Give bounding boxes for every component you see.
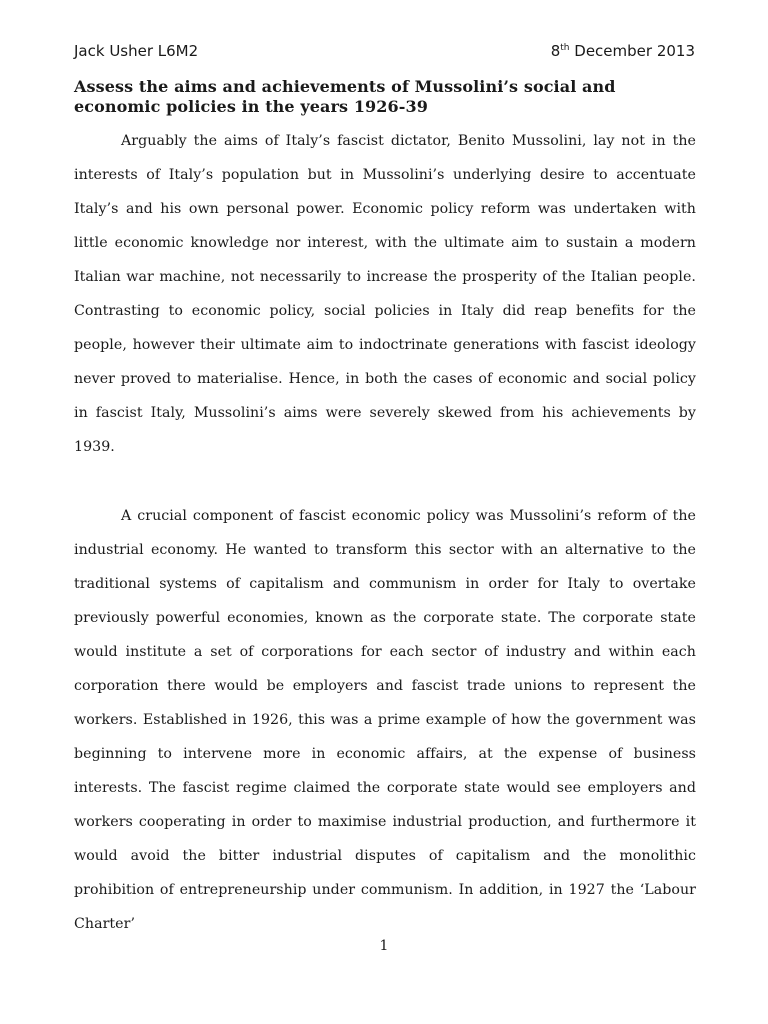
paragraph-introduction: Arguably the aims of Italy’s fascist dictator, Benito Mussolini, lay not in the interests of Italy’s population but in Mussolini’s underlying desire to accentuate Italy’s and his own personal power. Economic policy reform was undertaken with little economic knowledge nor interest, with the ultimate aim to sustain a modern Italian war machine, not necessarily to increase the prosperity of the Italian people. Contrasting to economic policy, social policies in Italy did reap benefits for the people, however their ultimate aim to indoctrinate generations with fascist ideology never proved to materialise. Hence, in both the cases of economic and social policy in fascist Italy, Mussolini’s aims were severely skewed from his achievements by 1939.: [74, 133, 696, 455]
page-header: [74, 40, 695, 62]
date-suffix: th: [560, 43, 570, 53]
essay-title: Assess the aims and achievements of Mussolini’s social and economic policies in the years 1926-39: [74, 77, 616, 116]
date-month-year: December 2013: [569, 42, 695, 60]
paragraph-corporate-state: A crucial component of fascist economic policy was Mussolini’s reform of the industrial economy. He wanted to transform this sector with an alternative to the traditional systems of capitalism and communism in order for Italy to overtake previously powerful economies, known as the corporate state. The corporate state would institute a set of corporations for each sector of industry and within each corporation there would be employers and fascist trade unions to represent the workers. Established in 1926, this was a prime example of how the government was beginning to intervene more in economic affairs, at the expense of business interests. The fascist regime claimed the corporate state would see employers and workers cooperating in order to maximise industrial production, and furthermore it would avoid the bitter industrial disputes of capitalism and the monolithic prohibition of entrepreneurship under communism. In addition, in 1927 the ‘Labour Charter’: [74, 508, 696, 932]
date-day: 8: [550, 42, 561, 60]
author-class-label: Jack Usher L6M2: [74, 42, 199, 60]
page-number: 1: [379, 938, 389, 954]
date-label: [551, 40, 695, 62]
